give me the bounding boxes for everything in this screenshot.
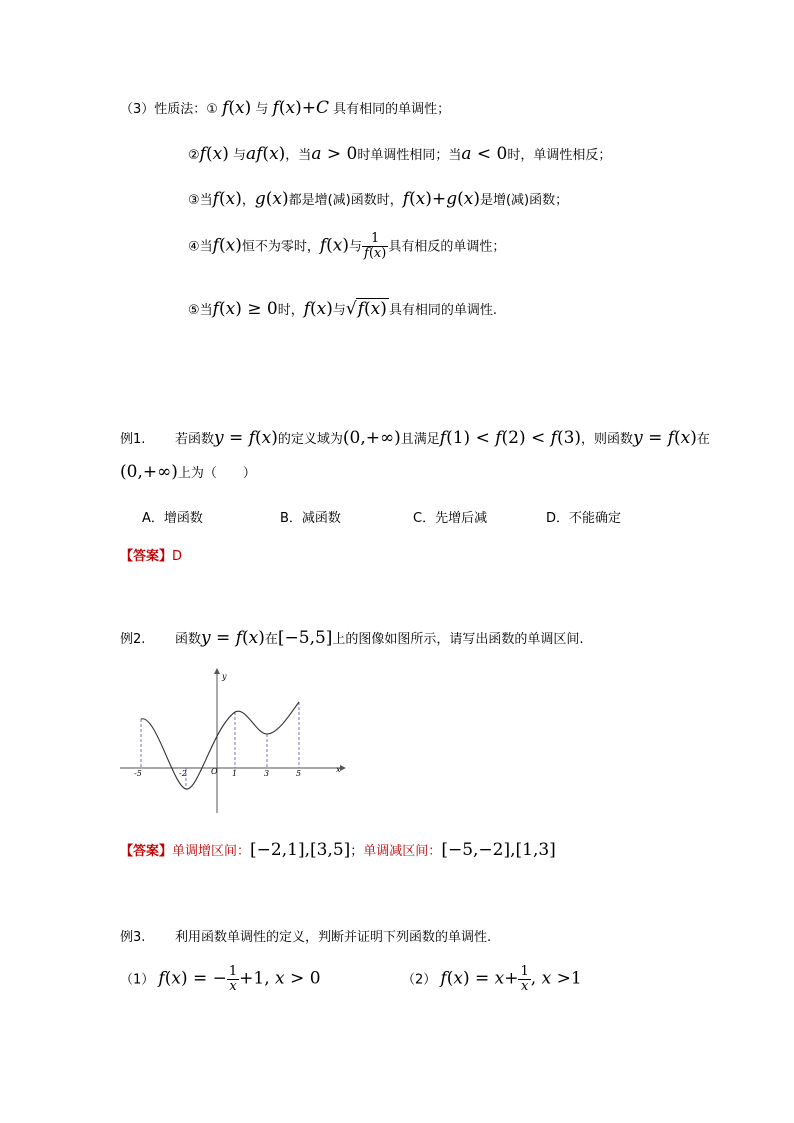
ex1-line-2: (0,+∞)上为（ ）	[120, 462, 256, 482]
x-axis-arrow	[340, 765, 346, 771]
ex3-label: 例3.	[120, 930, 146, 945]
y-axis-arrow	[214, 668, 220, 674]
method-line-3: ③当f(x)，g(x)都是增(减)函数时，f(x)+g(x)是增(减)函数；	[188, 189, 569, 209]
tick-label: 1	[232, 769, 238, 778]
option-a: A．增函数	[142, 511, 203, 526]
option-d: D．不能确定	[546, 511, 622, 526]
dashed-guides	[141, 702, 302, 789]
tick-label: -2	[179, 769, 187, 778]
option-b: B．减函数	[280, 511, 341, 526]
function-curve	[141, 702, 302, 789]
option-c: C．先增后减	[413, 511, 488, 526]
ex3-line-1: 例3. 利用函数单调性的定义，判断并证明下列函数的单调性.	[120, 926, 491, 945]
method-line-5: ⑤当f(x) ≥ 0时，f(x)与√f(x) 具有相同的单调性.	[188, 299, 498, 319]
reciprocal-fraction: $\frac{1}{f(x)}$	[364, 231, 387, 262]
method-line-4: ④当f(x)恒不为零时，f(x)与 $\frac{1}{f(x)}$ 具有相反的单调性；	[188, 231, 506, 262]
tick-label: 3	[264, 769, 270, 778]
x-axis-label: x	[336, 765, 341, 774]
ex1-line-1: 例1. 若函数y = f(x)的定义域为(0,+∞)且满足f(1) < f(2) < f(3)，则函数y = f(x)在	[120, 428, 710, 448]
ex2-line-1: 例2. 函数y = f(x)在[−5,5]上的图像如图所示，请写出函数的单调区间.	[120, 628, 584, 648]
ex2-label: 例2.	[120, 632, 146, 647]
ex3-q2: （2） f(x) = x+ $\frac{1}{x}$ , x >1	[402, 964, 582, 995]
y-axis-label: y	[222, 672, 227, 681]
ex1-label: 例1.	[120, 432, 146, 447]
ex1-answer: 【答案】D	[120, 549, 183, 564]
ex3-q1: （1） f(x) = − $\frac{1}{x}$ +1, x > 0	[120, 964, 321, 995]
ex2-answer: 【答案】单调增区间：[−2,1],[3,5]；单调减区间：[−5,−2],[1,3]	[120, 840, 556, 860]
tick-label: 5	[296, 769, 302, 778]
method-label: （3）性质法：	[120, 102, 207, 117]
method-line-1: （3）性质法：① f(x) 与 f(x)+C 具有相同的单调性；	[120, 98, 451, 118]
origin-label: O	[211, 767, 218, 776]
sqrt-expression: f(x)	[357, 299, 387, 319]
tick-label: -5	[134, 769, 142, 778]
method-line-2: ②f(x) 与af(x)，当a > 0时单调性相同；当a < 0时，单调性相反；	[188, 144, 612, 164]
function-graph	[118, 668, 358, 818]
